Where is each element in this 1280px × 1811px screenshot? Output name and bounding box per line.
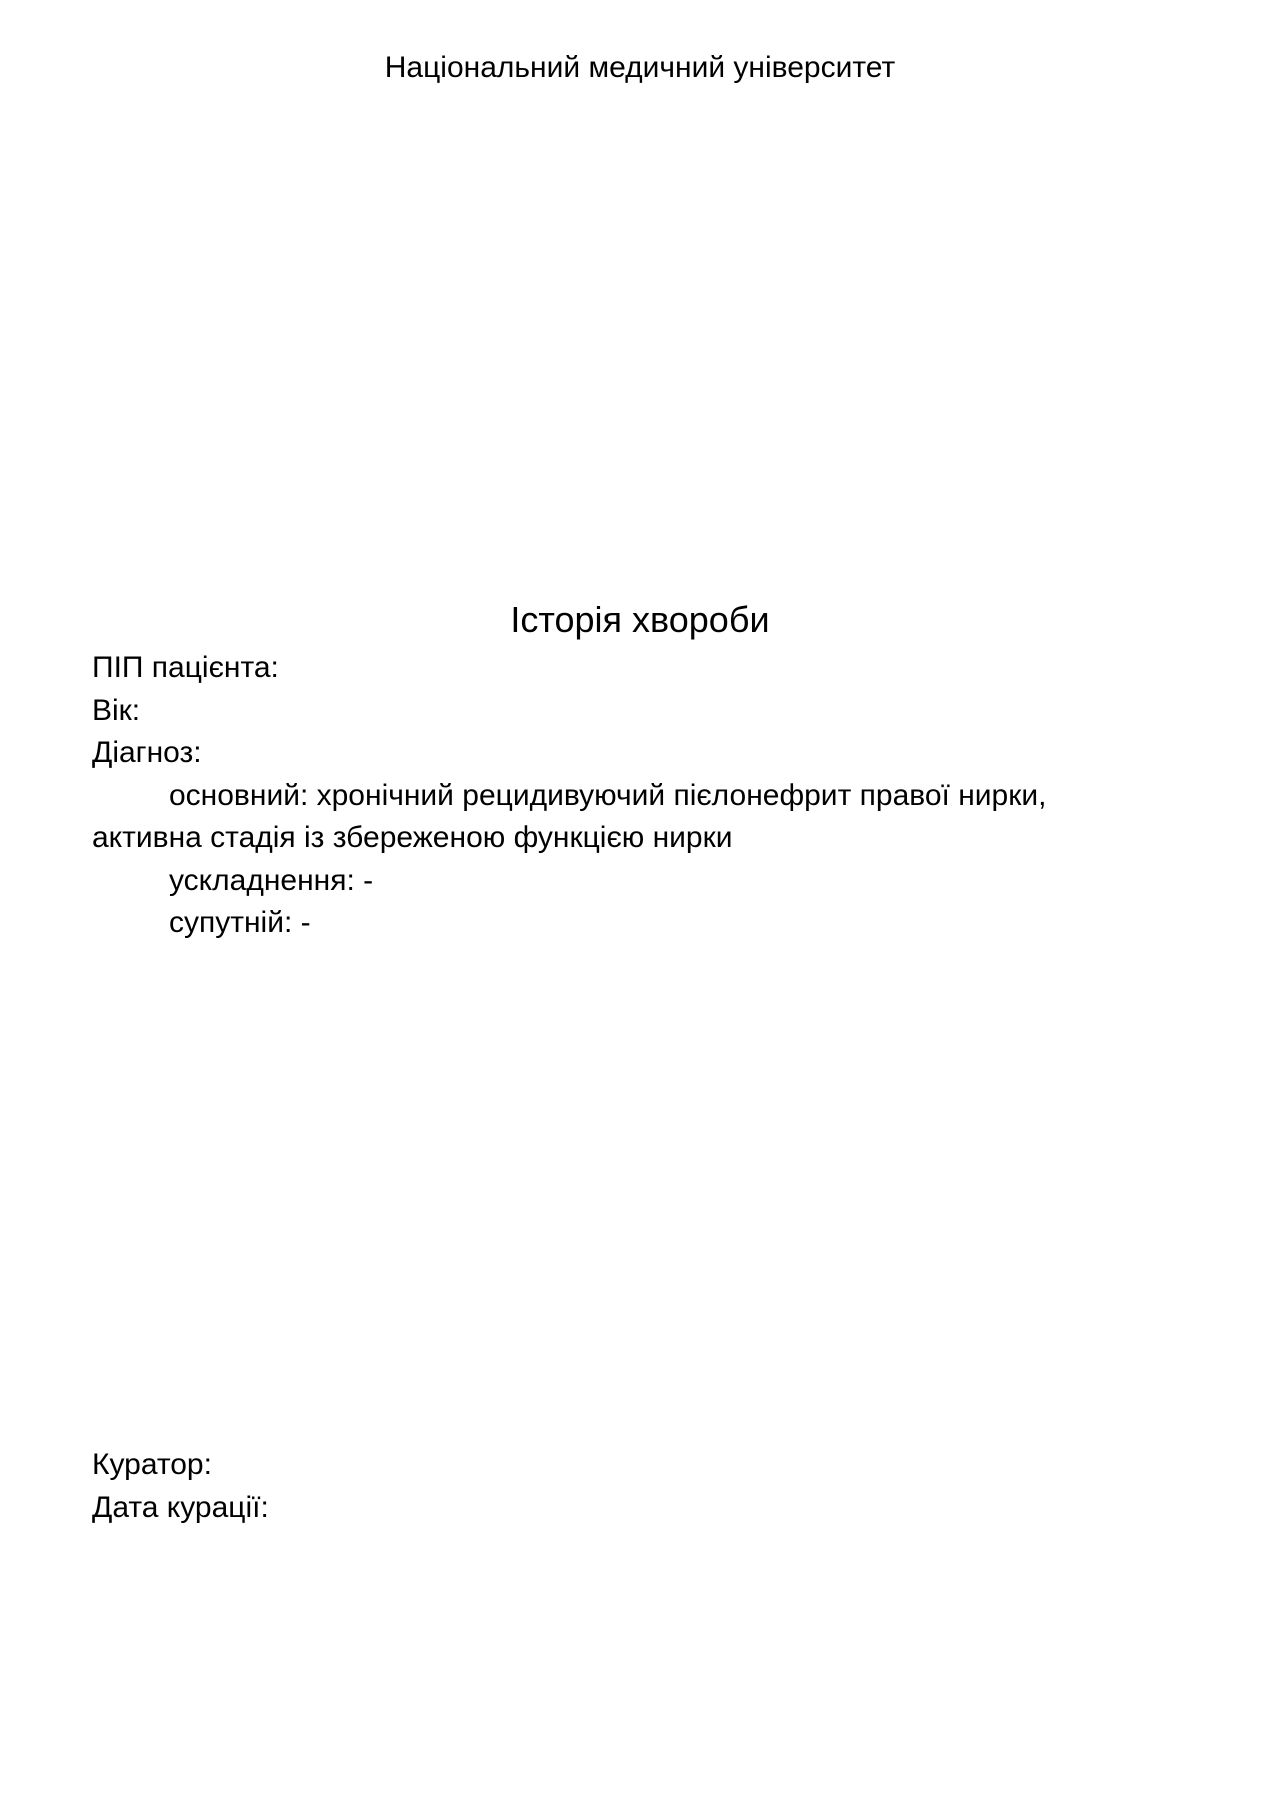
- university-name: Національний медичний університет: [384, 51, 896, 84]
- curator-section: [92, 1444, 1192, 1529]
- document-title: Історія хвороби: [510, 599, 770, 640]
- patient-age-label: Вік:: [92, 693, 141, 727]
- diagnosis-complications: ускладнення: -: [169, 863, 374, 897]
- patient-name-label: ПІП пацієнта:: [92, 651, 279, 684]
- diagnosis-main-line1: основний: хронічний рецидивуючий пієлонефрит правої нирки,: [169, 778, 1047, 812]
- patient-info-section: [92, 647, 1192, 945]
- diagnosis-label: Діагноз:: [92, 736, 202, 769]
- diagnosis-concomitant: супутній: -: [169, 906, 311, 939]
- curation-date-label: Дата курації:: [92, 1490, 269, 1524]
- diagnosis-main-line2: активна стадія із збереженою функцією нирки: [92, 821, 733, 854]
- curator-label: Куратор:: [92, 1448, 212, 1481]
